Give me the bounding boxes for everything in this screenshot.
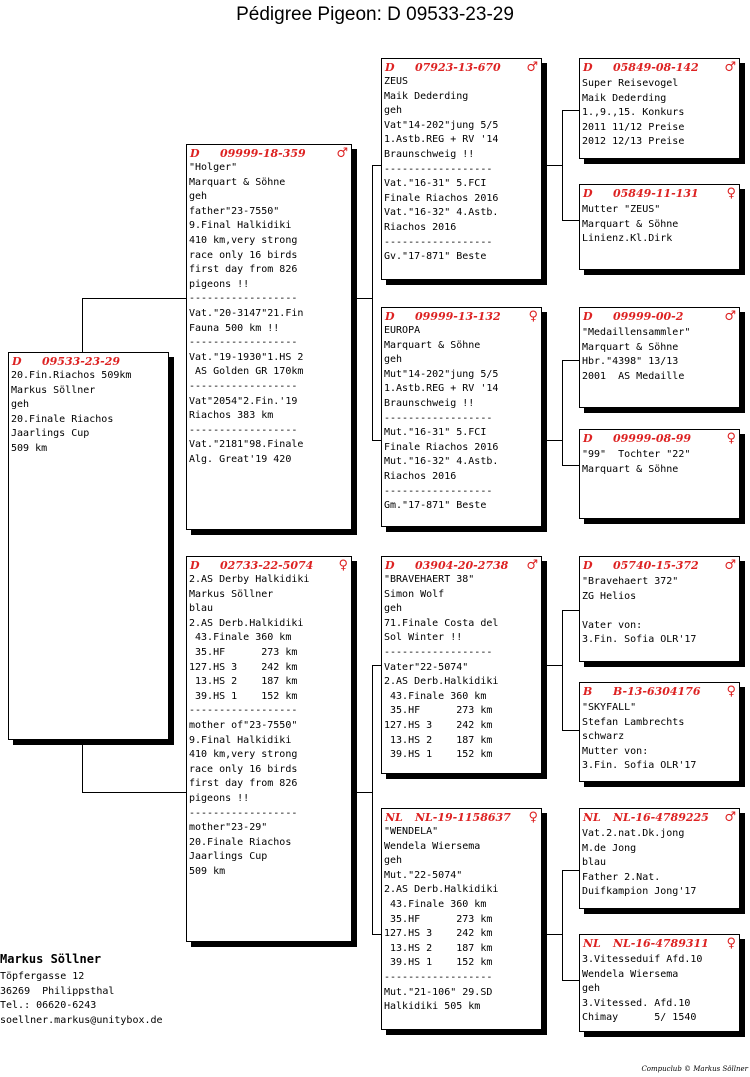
country-code: D <box>385 309 395 323</box>
card-line: ZEUS <box>384 76 409 87</box>
country-code: B <box>583 684 593 698</box>
ring-number: 02733-22-5074 <box>220 558 314 572</box>
card-lines <box>382 75 541 265</box>
ring-number: 09999-13-132 <box>415 309 501 323</box>
card-line: Gm."17-871" Beste <box>384 500 487 512</box>
card-line: 2.AS Derb.Halkidiki <box>189 617 304 629</box>
male-icon: ♂ <box>526 557 538 573</box>
card-line: Mut."22-5074" <box>384 869 463 881</box>
card-line: blau <box>582 857 607 869</box>
card-line: ------------------ <box>384 971 493 983</box>
card-header <box>382 557 541 573</box>
card-line <box>582 604 737 619</box>
ring-number: 09999-08-99 <box>613 431 692 445</box>
female-icon: ♀ <box>528 308 538 324</box>
card-line: 2012 12/13 Preise <box>582 136 685 148</box>
card-line: "Medaillensammler" <box>582 327 691 338</box>
card-line: 35.HF 273 km <box>189 646 298 658</box>
card-line: M.de Jong <box>582 842 637 854</box>
owner-address-line: Töpfergasse 12 <box>0 971 85 982</box>
card-header <box>382 809 541 825</box>
ring-number: 05849-11-131 <box>613 186 699 200</box>
connector-line <box>562 360 563 465</box>
card-line: 13.HS 2 187 km <box>189 676 298 688</box>
card-line: Riachos 2016 <box>384 470 457 482</box>
card-line: pigeons !! <box>189 278 250 290</box>
connector-line <box>542 165 562 166</box>
pigeon-card-mf-father[interactable] <box>579 556 740 662</box>
card-line: 2001 AS Medaille <box>582 370 685 382</box>
card-header <box>580 935 739 951</box>
card-line: father"23-7550" <box>189 205 280 217</box>
connector-line <box>542 440 562 441</box>
pigeon-card-father-father[interactable] <box>381 58 542 280</box>
connector-line <box>82 298 83 352</box>
ring-number: NL-16-4789311 <box>613 936 709 950</box>
card-line: Vat."20-3147"21.Fin <box>189 307 304 319</box>
card-line: ------------------ <box>189 293 298 305</box>
card-line: 43.Finale 360 km <box>384 690 487 702</box>
card-line: Marquart & Söhne <box>582 218 679 230</box>
card-line: Marquart & Söhne <box>189 176 286 188</box>
connector-line <box>562 870 563 980</box>
card-line: Wendela Wiersema <box>582 968 679 980</box>
country-code: D <box>583 60 593 74</box>
connector-line <box>562 980 580 981</box>
ring-number: 03904-20-2738 <box>415 558 509 572</box>
card-line: Finale Riachos 2016 <box>384 441 499 453</box>
copyright-footer: Compuclub © Markus Söllner <box>641 1065 748 1073</box>
card-line: Gv."17-871" Beste <box>384 251 487 263</box>
card-line: 1.,9.,15. Konkurs <box>582 107 685 119</box>
card-line: Mutter von: <box>582 745 649 757</box>
card-header <box>580 809 739 825</box>
connector-line <box>562 610 580 611</box>
card-header <box>580 430 739 446</box>
card-line: Halkidiki 505 km <box>384 1001 481 1013</box>
connector-line <box>352 298 372 299</box>
pigeon-card-fm-father[interactable] <box>579 307 740 408</box>
card-line: ------------------ <box>189 705 298 717</box>
pigeon-card-mother[interactable] <box>186 556 352 942</box>
card-line: "Holger" <box>189 162 238 173</box>
card-line: Vat.2.nat.Dk.jong <box>582 828 685 839</box>
country-code: D <box>190 558 200 572</box>
male-icon: ♂ <box>724 308 736 324</box>
card-header <box>580 185 739 201</box>
male-icon: ♂ <box>724 809 736 825</box>
owner-phone: Tel.: 06620-6243 <box>0 1000 97 1012</box>
card-lines <box>382 825 541 1015</box>
card-line: Alg. Great'19 420 <box>189 453 292 465</box>
card-line: Riachos 2016 <box>384 221 457 233</box>
ring-number: 09999-18-359 <box>220 146 306 160</box>
card-line: 410 km,very strong <box>189 234 298 246</box>
country-code: D <box>583 186 593 200</box>
card-line: ------------------ <box>189 380 298 392</box>
card-line: ------------------ <box>384 236 493 248</box>
pigeon-card-mm-mother[interactable] <box>579 934 740 1032</box>
ring-number: 05849-08-142 <box>613 60 699 74</box>
pigeon-card-father[interactable] <box>186 144 352 530</box>
pigeon-card-ff-father[interactable] <box>579 58 740 159</box>
card-line: 13.HS 2 187 km <box>384 734 493 746</box>
card-line: 127.HS 3 242 km <box>189 661 298 673</box>
card-lines <box>580 324 739 384</box>
card-line: Maik Dederding <box>384 90 469 102</box>
card-line: 410 km,very strong <box>189 749 298 761</box>
card-line: mother of"23-7550" <box>189 719 298 731</box>
connector-line <box>562 610 563 730</box>
card-line: EUROPA <box>384 325 421 336</box>
card-line: Finale Riachos 2016 <box>384 192 499 204</box>
card-line: race only 16 birds <box>189 763 298 775</box>
card-line: 3.Fin. Sofia OLR'17 <box>582 760 697 772</box>
card-line: Jaarlings Cup <box>11 428 90 440</box>
country-code: D <box>385 60 395 74</box>
male-icon: ♂ <box>336 145 348 161</box>
owner-block <box>0 952 163 1028</box>
card-line: 3.Vitessed. Afd.10 <box>582 997 691 1009</box>
card-line: Mut."21-106" 29.SD <box>384 986 493 998</box>
card-line: race only 16 birds <box>189 249 298 261</box>
card-header <box>580 557 739 573</box>
card-line: Linienz.Kl.Dirk <box>582 233 673 245</box>
card-line: Vat."16-31" 5.FCI <box>384 178 487 190</box>
card-line: 35.HF 273 km <box>384 705 493 717</box>
card-line: 20.Finale Riachos <box>189 836 292 848</box>
card-line: "Bravehaert 372" <box>582 576 679 587</box>
card-line: geh <box>384 855 403 867</box>
connector-line <box>372 665 373 934</box>
card-line: 127.HS 3 242 km <box>384 928 493 940</box>
card-line: Vat."2181"98.Finale <box>189 439 304 451</box>
connector-line <box>372 165 373 440</box>
card-line: 1.Astb.REG + RV '14 <box>384 134 499 146</box>
country-code: NL <box>583 810 601 824</box>
card-line: Vater"22-5074" <box>384 661 469 673</box>
ring-number: B-13-6304176 <box>613 684 701 698</box>
card-line: geh <box>384 105 403 117</box>
connector-line <box>562 465 580 466</box>
card-header <box>580 59 739 75</box>
connector-line <box>542 665 562 666</box>
card-lines <box>382 573 541 763</box>
connector-line <box>82 298 187 299</box>
card-line: 35.HF 273 km <box>384 913 493 925</box>
card-lines <box>9 369 168 457</box>
card-line: Vat."19-1930"1.HS 2 <box>189 351 304 363</box>
card-line: geh <box>582 983 601 995</box>
card-line: mother"23-29" <box>189 822 268 834</box>
card-line: ------------------ <box>384 412 493 424</box>
card-line: ------------------ <box>384 646 493 658</box>
card-lines <box>580 825 739 900</box>
card-line: Braunschweig !! <box>384 148 475 160</box>
female-icon: ♀ <box>528 809 538 825</box>
card-line: Marquart & Söhne <box>582 463 679 475</box>
card-line: "99" Tochter "22" <box>582 449 691 460</box>
card-line: 2011 11/12 Preise <box>582 121 685 133</box>
card-line: 2.AS Derb.Halkidiki <box>384 676 499 688</box>
card-line: "WENDELA" <box>384 826 439 837</box>
card-line: Maik Dederding <box>582 92 667 104</box>
card-line: 2.AS Derby Halkidiki <box>189 574 310 585</box>
ring-number: NL-19-1158637 <box>415 810 511 824</box>
ring-number: 09999-00-2 <box>613 309 684 323</box>
card-line: geh <box>384 603 403 615</box>
card-line: Vater von: <box>582 619 643 631</box>
card-line: 1.Astb.REG + RV '14 <box>384 383 499 395</box>
card-header <box>580 683 739 699</box>
card-line: 20.Finale Riachos <box>11 413 114 425</box>
card-line: Braunschweig !! <box>384 397 475 409</box>
card-lines <box>187 573 351 879</box>
card-line: Stefan Lambrechts <box>582 716 685 728</box>
card-lines <box>580 573 739 648</box>
card-header <box>187 145 351 161</box>
country-code: NL <box>385 810 403 824</box>
card-line: ------------------ <box>189 424 298 436</box>
card-line: Markus Söllner <box>189 588 274 600</box>
card-lines <box>382 324 541 514</box>
connector-line <box>562 870 580 871</box>
ring-number: 05740-15-372 <box>613 558 699 572</box>
female-icon: ♀ <box>726 430 736 446</box>
country-code: D <box>583 558 593 572</box>
card-line: Vat"2054"2.Fin.'19 <box>189 395 298 407</box>
card-line: 71.Finale Costa del <box>384 617 499 629</box>
card-line: Mut"14-202"jung 5/5 <box>384 368 499 380</box>
pigeon-card-father-mother[interactable] <box>381 307 542 527</box>
card-lines <box>580 446 739 477</box>
card-header <box>382 308 541 324</box>
card-line: pigeons !! <box>189 792 250 804</box>
card-line: Duifkampion Jong'17 <box>582 886 697 898</box>
card-line: Father 2.Nat. <box>582 871 661 883</box>
card-line: blau <box>189 603 214 615</box>
card-line: Chimay 5/ 1540 <box>582 1012 697 1024</box>
card-header <box>580 308 739 324</box>
card-line: 509 km <box>11 442 48 454</box>
card-line: 39.HS 1 152 km <box>384 749 493 761</box>
connector-line <box>562 110 563 220</box>
card-line: "SKYFALL" <box>582 702 637 713</box>
card-line: 9.Final Halkidiki <box>189 220 292 232</box>
card-header <box>382 59 541 75</box>
card-line: Mut."16-32" 4.Astb. <box>384 456 499 468</box>
female-icon: ♀ <box>338 557 348 573</box>
country-code: D <box>12 354 22 368</box>
card-line: ZG Helios <box>582 590 637 602</box>
country-code: D <box>190 146 200 160</box>
pigeon-card-mf-mother[interactable] <box>579 682 740 782</box>
male-icon: ♂ <box>724 59 736 75</box>
card-line: "BRAVEHAERT 38" <box>384 574 475 585</box>
connector-line <box>562 110 580 111</box>
card-line: Wendela Wiersema <box>384 840 481 852</box>
card-line: Simon Wolf <box>384 588 445 600</box>
card-line: first day from 826 <box>189 264 298 276</box>
card-line: 3.Fin. Sofia OLR'17 <box>582 634 697 646</box>
pigeon-card-subject[interactable] <box>8 352 169 740</box>
country-code: D <box>385 558 395 572</box>
pigeon-card-mother-father[interactable] <box>381 556 542 774</box>
card-line: ------------------ <box>189 807 298 819</box>
card-line: 39.HS 1 152 km <box>384 957 493 969</box>
male-icon: ♂ <box>526 59 538 75</box>
pigeon-card-mm-father[interactable] <box>579 808 740 909</box>
card-lines <box>580 951 739 1026</box>
female-icon: ♀ <box>726 185 736 201</box>
connector-line <box>352 792 372 793</box>
card-line: Super Reisevogel <box>582 78 679 89</box>
connector-line <box>82 740 83 792</box>
card-line: 43.Finale 360 km <box>189 632 292 644</box>
pigeon-card-mother-mother[interactable] <box>381 808 542 1030</box>
card-line: geh <box>384 354 403 366</box>
card-line: 43.Finale 360 km <box>384 898 487 910</box>
card-line: first day from 826 <box>189 778 298 790</box>
card-line: ------------------ <box>384 163 493 175</box>
card-line: geh <box>11 399 30 411</box>
card-lines <box>580 201 739 247</box>
female-icon: ♀ <box>726 935 736 951</box>
card-line: 13.HS 2 187 km <box>384 942 493 954</box>
card-lines <box>580 75 739 150</box>
male-icon: ♂ <box>724 557 736 573</box>
country-code: NL <box>583 936 601 950</box>
page-title: Pédigree Pigeon: D 09533-23-29 <box>236 4 514 25</box>
card-line: ------------------ <box>189 337 298 349</box>
card-line: 2.AS Derb.Halkidiki <box>384 884 499 896</box>
ring-number: 07923-13-670 <box>415 60 501 74</box>
card-line: 3.Vitesseduif Afd.10 <box>582 954 703 965</box>
card-line: schwarz <box>582 731 625 743</box>
card-line: Sol Winter !! <box>384 632 463 644</box>
connector-line <box>562 360 580 361</box>
country-code: D <box>583 309 593 323</box>
owner-name: Markus Söllner <box>0 952 102 966</box>
card-line: 20.Fin.Riachos 509km <box>11 370 132 381</box>
card-line: 509 km <box>189 865 226 877</box>
card-lines <box>187 161 351 467</box>
connector-line <box>562 730 580 731</box>
card-lines <box>580 699 739 774</box>
card-line: Hbr."4398" 13/13 <box>582 356 679 368</box>
card-line: Fauna 500 km !! <box>189 322 280 334</box>
card-line: Markus Söllner <box>11 384 96 396</box>
card-line: Vat."16-32" 4.Astb. <box>384 207 499 219</box>
ring-number: NL-16-4789225 <box>613 810 709 824</box>
card-line: Jaarlings Cup <box>189 851 268 863</box>
card-line: geh <box>189 191 208 203</box>
card-header <box>9 353 168 369</box>
pigeon-card-ff-mother[interactable] <box>579 184 740 270</box>
ring-number: 09533-23-29 <box>42 354 121 368</box>
connector-line <box>562 220 580 221</box>
card-line: Marquart & Söhne <box>384 339 481 351</box>
card-header <box>187 557 351 573</box>
female-icon: ♀ <box>726 683 736 699</box>
card-line: 127.HS 3 242 km <box>384 719 493 731</box>
owner-email[interactable]: soellner.markus@unitybox.de <box>0 1014 163 1026</box>
card-line: ------------------ <box>384 485 493 497</box>
card-line: 9.Final Halkidiki <box>189 734 292 746</box>
connector-line <box>542 934 562 935</box>
card-line: 39.HS 1 152 km <box>189 690 298 702</box>
owner-address-line: 36269 Philippsthal <box>0 985 115 997</box>
card-line: Riachos 383 km <box>189 410 274 422</box>
country-code: D <box>583 431 593 445</box>
card-line: Vat"14-202"jung 5/5 <box>384 119 499 131</box>
card-line: Marquart & Söhne <box>582 341 679 353</box>
pigeon-card-fm-mother[interactable] <box>579 429 740 519</box>
card-line: Mut."16-31" 5.FCI <box>384 427 487 439</box>
connector-line <box>82 792 187 793</box>
card-line: Mutter "ZEUS" <box>582 204 661 215</box>
card-line: AS Golden GR 170km <box>189 366 304 378</box>
